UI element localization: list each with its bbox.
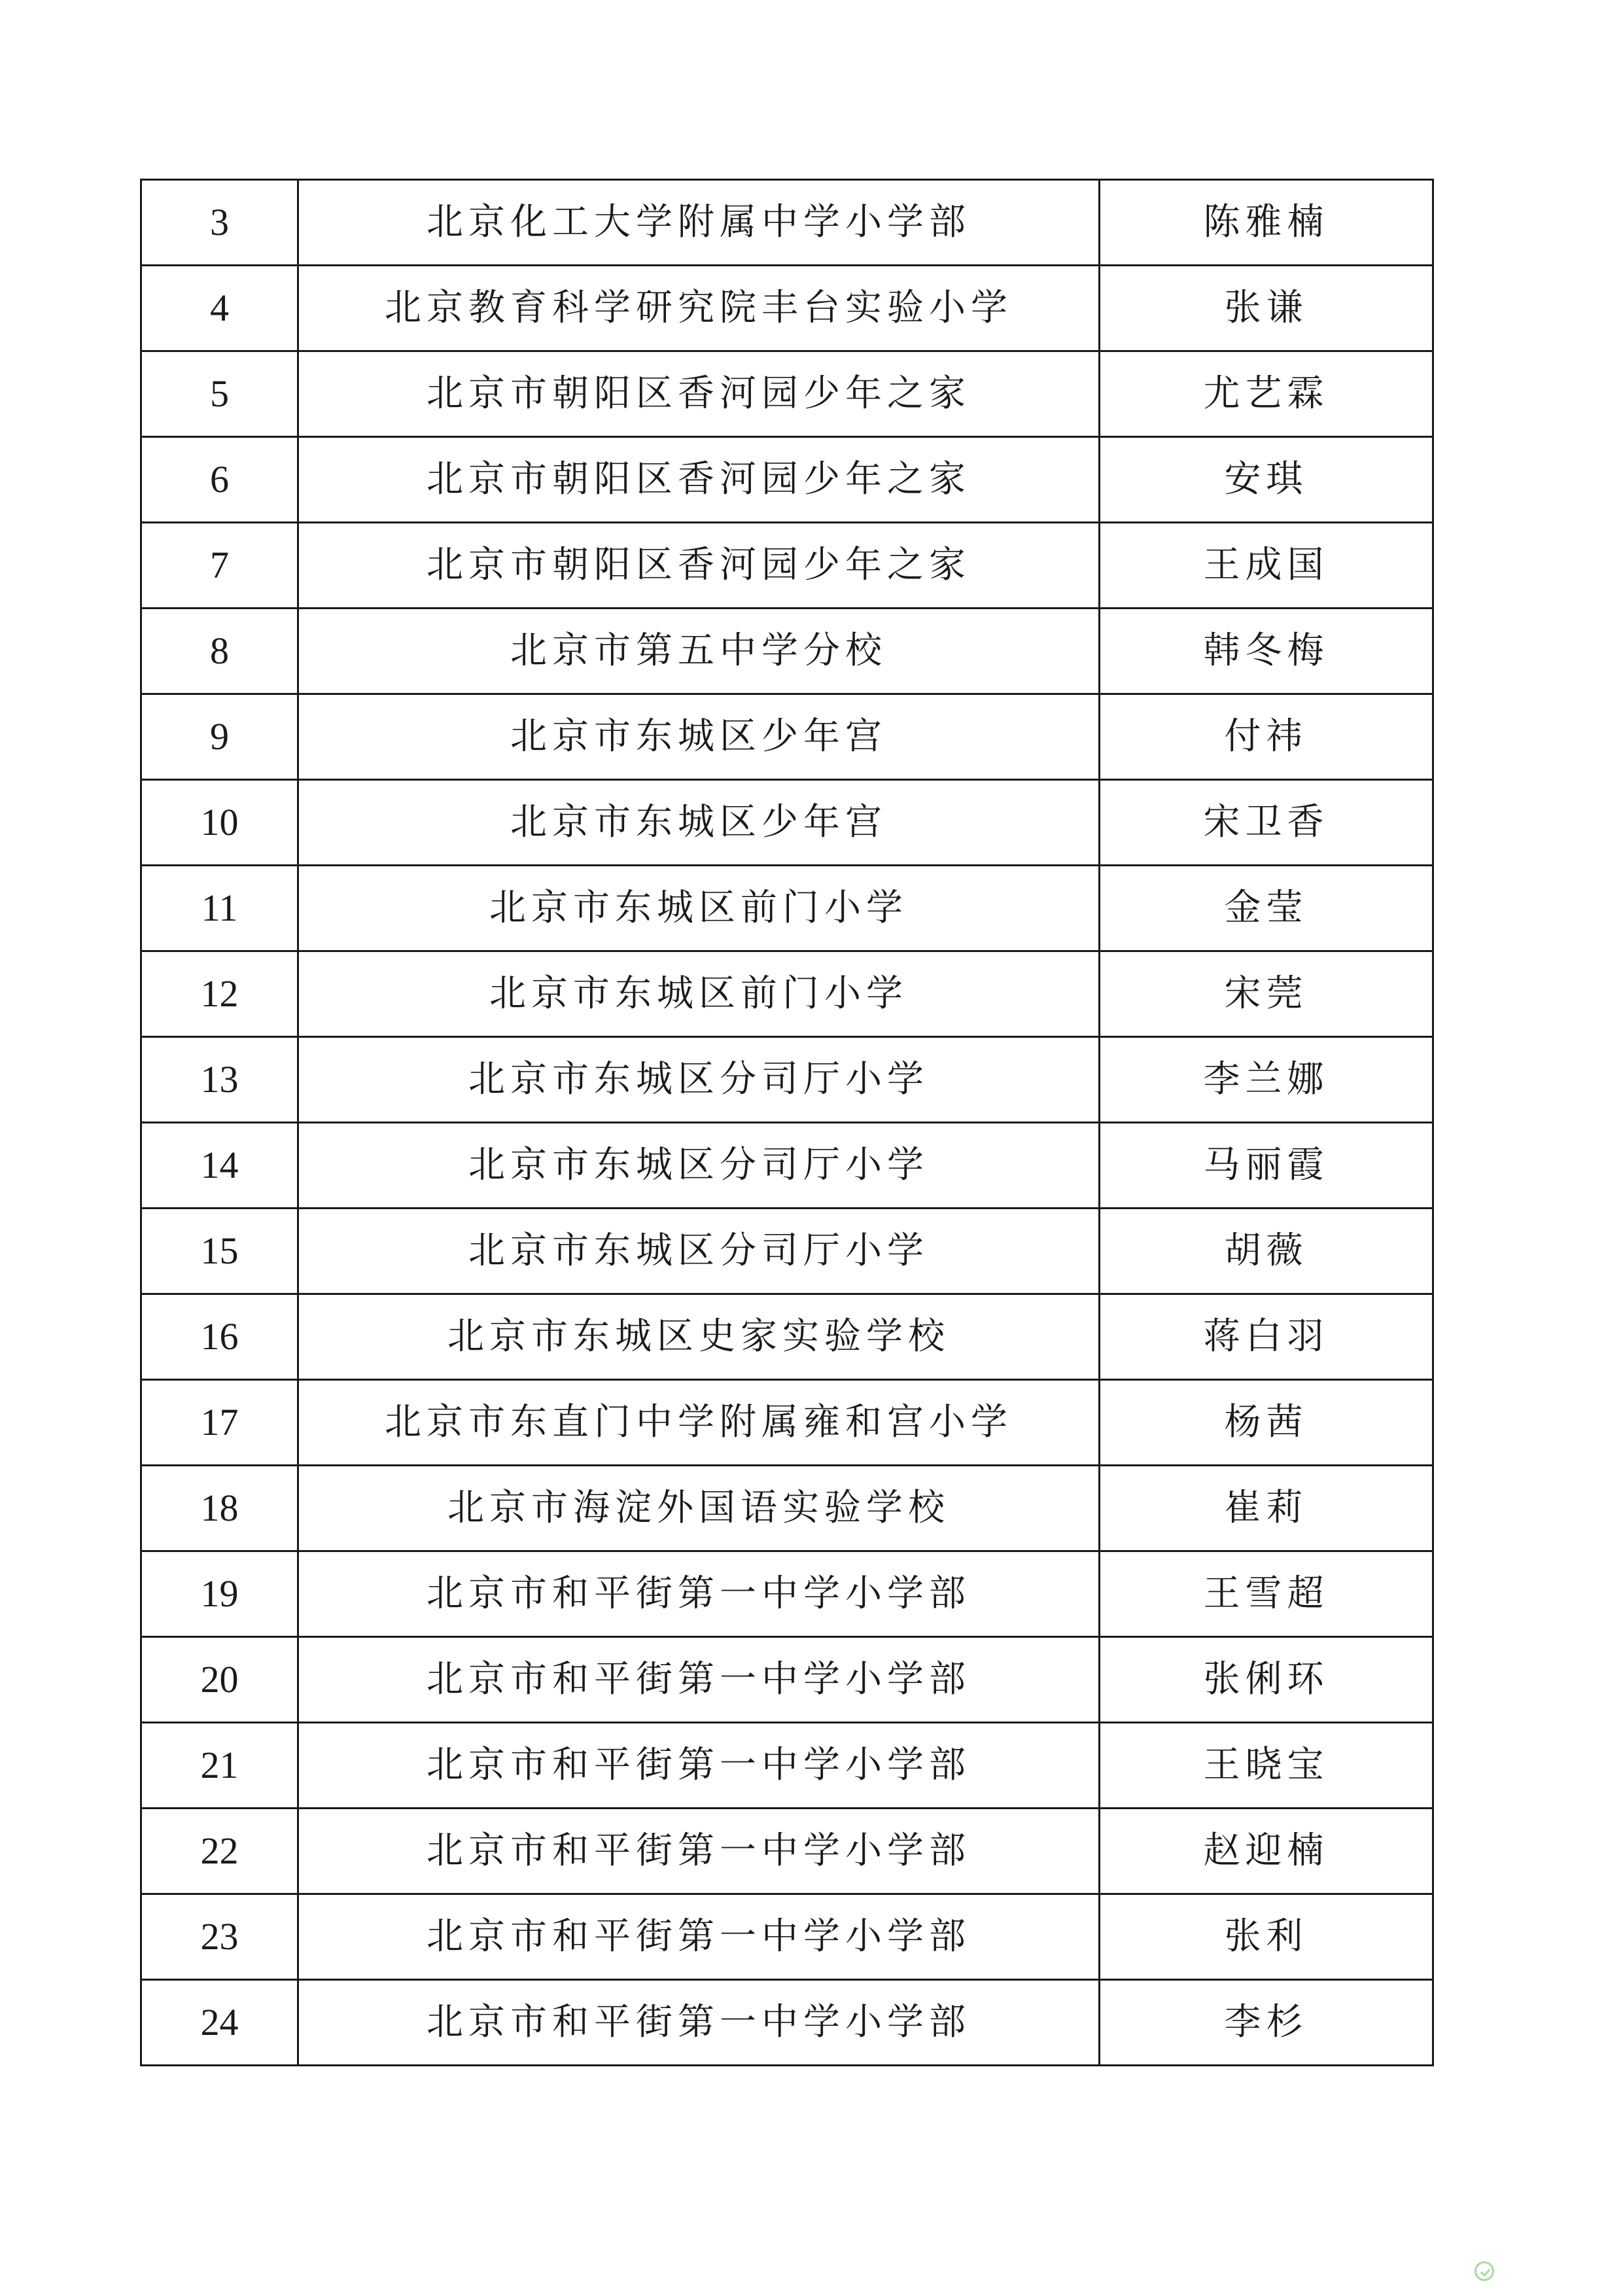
school-name-cell: 北京市和平街第一中学小学部 <box>298 1980 1100 2066</box>
row-index-cell: 7 <box>141 523 298 609</box>
row-index-cell: 18 <box>141 1466 298 1551</box>
school-name-cell: 北京市东城区史家实验学校 <box>298 1294 1100 1380</box>
school-name-cell: 北京市东城区少年宫 <box>298 694 1100 780</box>
school-name-cell: 北京市和平街第一中学小学部 <box>298 1809 1100 1894</box>
school-name-cell: 北京市东直门中学附属雍和宫小学 <box>298 1380 1100 1466</box>
school-name-cell: 北京市东城区前门小学 <box>298 951 1100 1037</box>
row-index-cell: 19 <box>141 1551 298 1637</box>
row-index-cell: 11 <box>141 866 298 951</box>
row-index-cell: 6 <box>141 437 298 523</box>
person-name-cell: 赵迎楠 <box>1100 1809 1433 1894</box>
person-name-cell: 韩冬梅 <box>1100 609 1433 694</box>
school-name-cell: 北京市东城区分司厅小学 <box>298 1123 1100 1209</box>
person-name-cell: 付祎 <box>1100 694 1433 780</box>
school-name-cell: 北京市朝阳区香河园少年之家 <box>298 437 1100 523</box>
person-name-cell: 杨茜 <box>1100 1380 1433 1466</box>
row-index-cell: 10 <box>141 780 298 866</box>
table-row <box>141 266 1433 351</box>
row-index-cell: 9 <box>141 694 298 780</box>
person-name-cell: 王晓宝 <box>1100 1723 1433 1809</box>
row-index-cell: 5 <box>141 351 298 437</box>
person-name-cell: 李兰娜 <box>1100 1037 1433 1123</box>
table-row <box>141 523 1433 609</box>
person-name-cell: 张谦 <box>1100 266 1433 351</box>
school-name-cell: 北京市东城区分司厅小学 <box>298 1209 1100 1294</box>
table-row <box>141 1209 1433 1294</box>
school-name-cell: 北京市和平街第一中学小学部 <box>298 1637 1100 1723</box>
row-index-cell: 20 <box>141 1637 298 1723</box>
table-row <box>141 780 1433 866</box>
person-name-cell: 金莹 <box>1100 866 1433 951</box>
person-name-cell: 胡薇 <box>1100 1209 1433 1294</box>
table-row <box>141 1037 1433 1123</box>
school-name-cell: 北京化工大学附属中学小学部 <box>298 180 1100 266</box>
row-index-cell: 23 <box>141 1894 298 1980</box>
roster-table-body <box>141 180 1433 2066</box>
row-index-cell: 3 <box>141 180 298 266</box>
person-name-cell: 陈雅楠 <box>1100 180 1433 266</box>
table-row <box>141 1637 1433 1723</box>
person-name-cell: 安琪 <box>1100 437 1433 523</box>
roster-table <box>140 179 1434 2066</box>
table-row <box>141 609 1433 694</box>
school-name-cell: 北京市海淀外国语实验学校 <box>298 1466 1100 1551</box>
person-name-cell: 崔莉 <box>1100 1466 1433 1551</box>
person-name-cell: 李杉 <box>1100 1980 1433 2066</box>
row-index-cell: 16 <box>141 1294 298 1380</box>
school-name-cell: 北京市东城区分司厅小学 <box>298 1037 1100 1123</box>
check-circle-icon <box>1475 2261 1494 2281</box>
school-name-cell: 北京市和平街第一中学小学部 <box>298 1551 1100 1637</box>
school-name-cell: 北京市和平街第一中学小学部 <box>298 1723 1100 1809</box>
table-row <box>141 1551 1433 1637</box>
row-index-cell: 24 <box>141 1980 298 2066</box>
table-row <box>141 1294 1433 1380</box>
school-name-cell: 北京市东城区前门小学 <box>298 866 1100 951</box>
school-name-cell: 北京教育科学研究院丰台实验小学 <box>298 266 1100 351</box>
row-index-cell: 15 <box>141 1209 298 1294</box>
row-index-cell: 22 <box>141 1809 298 1894</box>
school-name-cell: 北京市朝阳区香河园少年之家 <box>298 351 1100 437</box>
person-name-cell: 宋卫香 <box>1100 780 1433 866</box>
table-row <box>141 351 1433 437</box>
table-row <box>141 180 1433 266</box>
table-row <box>141 1123 1433 1209</box>
row-index-cell: 8 <box>141 609 298 694</box>
table-row <box>141 951 1433 1037</box>
table-row <box>141 437 1433 523</box>
school-name-cell: 北京市朝阳区香河园少年之家 <box>298 523 1100 609</box>
person-name-cell: 王成国 <box>1100 523 1433 609</box>
person-name-cell: 张利 <box>1100 1894 1433 1980</box>
row-index-cell: 4 <box>141 266 298 351</box>
school-name-cell: 北京市和平街第一中学小学部 <box>298 1894 1100 1980</box>
person-name-cell: 王雪超 <box>1100 1551 1433 1637</box>
table-row <box>141 1894 1433 1980</box>
table-row <box>141 1723 1433 1809</box>
row-index-cell: 14 <box>141 1123 298 1209</box>
table-row <box>141 1466 1433 1551</box>
row-index-cell: 21 <box>141 1723 298 1809</box>
row-index-cell: 17 <box>141 1380 298 1466</box>
person-name-cell: 尤艺霖 <box>1100 351 1433 437</box>
row-index-cell: 12 <box>141 951 298 1037</box>
table-row <box>141 866 1433 951</box>
table-row <box>141 1980 1433 2066</box>
person-name-cell: 马丽霞 <box>1100 1123 1433 1209</box>
school-name-cell: 北京市第五中学分校 <box>298 609 1100 694</box>
table-row <box>141 694 1433 780</box>
person-name-cell: 张俐环 <box>1100 1637 1433 1723</box>
table-row <box>141 1380 1433 1466</box>
table-row <box>141 1809 1433 1894</box>
row-index-cell: 13 <box>141 1037 298 1123</box>
school-name-cell: 北京市东城区少年宫 <box>298 780 1100 866</box>
person-name-cell: 宋莞 <box>1100 951 1433 1037</box>
person-name-cell: 蒋白羽 <box>1100 1294 1433 1380</box>
